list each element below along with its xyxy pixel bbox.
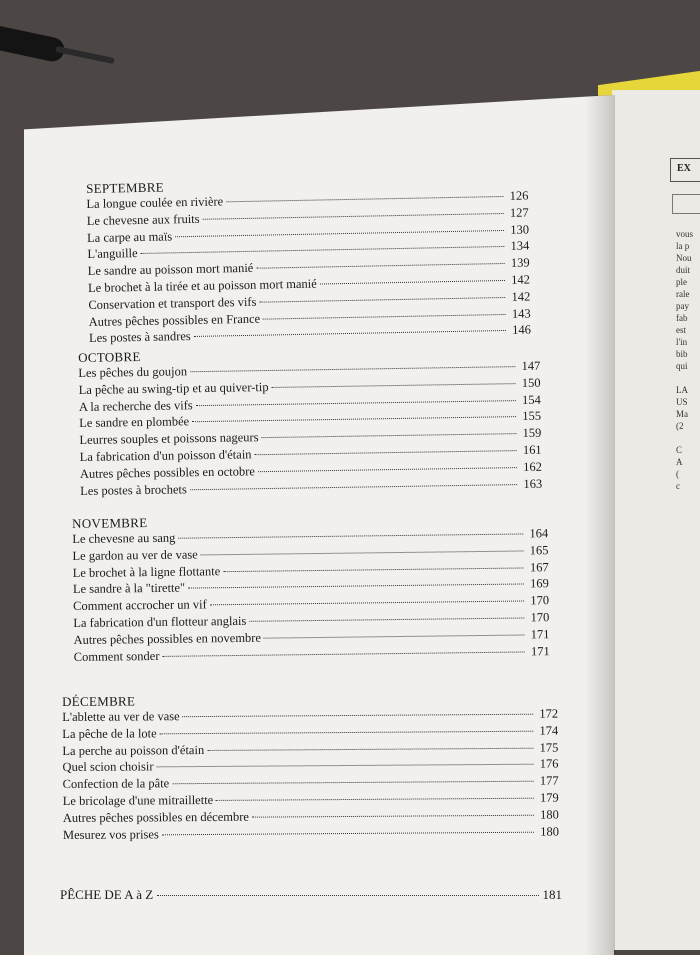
toc-entry-page: 180 <box>540 807 559 822</box>
toc-entry-label: Autres pêches possibles en octobre <box>79 464 255 481</box>
right-page-box <box>670 158 700 182</box>
dot-leader <box>194 330 506 337</box>
toc-entry-label: Confection de la pâte <box>62 776 170 792</box>
toc-entry-page: 171 <box>530 626 550 642</box>
toc-entry-label: La carpe au maïs <box>86 228 173 245</box>
dot-leader <box>157 895 538 896</box>
pen-tip <box>55 46 115 64</box>
dot-leader <box>201 550 524 555</box>
dot-leader <box>254 450 516 455</box>
toc-entry-label: La fabrication d'un poisson d'étain <box>79 447 252 464</box>
toc-entry-page: 142 <box>511 272 531 287</box>
toc-entry-page: 154 <box>521 392 541 407</box>
toc-entry-label: La pêche de la lote <box>62 726 157 741</box>
dot-leader <box>259 297 505 303</box>
toc-entry-page: 174 <box>539 723 559 738</box>
final-entry-label: PÊCHE DE A à Z <box>60 887 154 902</box>
toc-entry-label: Le brochet à la ligne flottante <box>72 563 221 580</box>
toc-entry-label: Les pêches du goujon <box>78 364 188 380</box>
dot-leader <box>141 246 505 254</box>
toc-entry-page: 170 <box>530 610 550 625</box>
toc-entry-page: 147 <box>521 358 541 374</box>
toc-entry-page: 170 <box>530 593 550 608</box>
toc-entry-page: 167 <box>529 559 549 575</box>
toc-entry-page: 161 <box>522 442 542 458</box>
toc-entry-label: La fabrication d'un flotteur anglais <box>73 613 247 630</box>
toc-entry-label: Conservation et transport des vifs <box>88 294 257 312</box>
toc-entry-label: Leurres souples et poissons nageurs <box>79 430 259 448</box>
dot-leader <box>249 617 524 621</box>
dot-leader <box>162 831 534 835</box>
dot-leader <box>190 366 515 372</box>
toc-entry-page: 171 <box>530 643 550 658</box>
dot-leader <box>160 731 534 735</box>
toc-entry-page: 127 <box>509 205 529 220</box>
toc-entry-label: Quel scion choisir <box>62 759 154 775</box>
toc-entry-label: A la recherche des vifs <box>78 397 193 414</box>
dot-leader <box>223 567 523 572</box>
toc-entry-label: Autres pêches possibles en novembre <box>73 630 262 647</box>
dot-leader <box>258 467 517 472</box>
toc-entry-page: 179 <box>539 790 559 805</box>
dot-leader <box>190 484 517 490</box>
toc-entry-label: Le sandre en plombée <box>79 414 190 431</box>
section-octobre <box>78 343 542 501</box>
final-entry <box>60 887 562 903</box>
toc-entry-label: Comment accrocher un vif <box>73 597 207 614</box>
toc-entry-page: 139 <box>510 255 530 271</box>
pen <box>0 20 66 63</box>
dot-leader <box>203 213 504 220</box>
dot-leader <box>252 814 534 817</box>
toc-entry-label: La pêche au swing-tip et au quiver-tip <box>78 379 269 397</box>
toc-entry-label: Les postes à brochets <box>80 481 187 498</box>
toc-entry-page: 162 <box>523 459 542 474</box>
toc-entry-page: 175 <box>539 740 559 755</box>
dot-leader <box>216 798 534 801</box>
toc-entry-page: 169 <box>530 576 549 591</box>
dot-leader <box>207 747 533 750</box>
toc-entry-label: L'anguille <box>87 246 138 262</box>
toc-entry-page: 130 <box>510 222 530 237</box>
dot-leader <box>162 651 524 656</box>
toc-entry-page: 164 <box>529 526 549 541</box>
section-title: DÉCEMBRE <box>62 693 136 709</box>
toc-entry-label: Le sandre au poisson mort manié <box>87 260 254 279</box>
dot-leader <box>156 764 533 768</box>
section-title: NOVEMBRE <box>72 515 148 531</box>
toc-entry-page: 172 <box>539 706 559 721</box>
toc-entry-label: La perche au poisson d'étain <box>62 742 205 758</box>
dot-leader <box>192 417 516 423</box>
toc-entry-page: 142 <box>511 289 531 304</box>
section-title: SEPTEMBRE <box>86 179 165 196</box>
toc-entry-label: L'ablette au ver de vase <box>62 709 180 724</box>
section-novembre <box>72 510 550 666</box>
toc-entry-label: Le sandre à la "tirette" <box>72 581 186 597</box>
dot-leader <box>226 196 503 202</box>
right-page <box>612 90 700 950</box>
toc-entry-label: Le bricolage d'une mitraillette <box>62 792 214 808</box>
dot-leader <box>172 781 533 785</box>
toc-entry-page: 134 <box>510 238 530 254</box>
toc-entry-page: 176 <box>539 756 559 772</box>
toc-entry-page: 143 <box>511 306 531 321</box>
dot-leader <box>178 533 523 538</box>
toc-entry-label: La longue coulée en rivière <box>86 194 224 211</box>
dot-leader <box>183 714 534 717</box>
toc-entry-page: 163 <box>523 476 543 491</box>
toc-entry-page: 126 <box>509 188 529 203</box>
section-title: OCTOBRE <box>78 349 141 365</box>
toc-entry-page: 180 <box>540 824 560 839</box>
toc-entry-page: 165 <box>529 542 549 558</box>
final-entry-page: 181 <box>542 887 562 902</box>
dot-leader <box>175 230 504 237</box>
toc-entry-page: 146 <box>512 322 532 338</box>
right-page-box-empty <box>672 194 700 214</box>
toc-entry-page: 159 <box>522 425 542 441</box>
toc-entry-page: 150 <box>521 375 541 390</box>
toc-entry-label: Autres pêches possibles en décembre <box>62 809 249 825</box>
dot-leader <box>210 601 524 606</box>
section-septembre <box>86 173 531 349</box>
right-page-box-label: EX <box>677 163 691 174</box>
toc-entry-page: 177 <box>539 773 559 788</box>
toc-entry-label: Autres pêches possibles en France <box>88 311 261 329</box>
toc-entry-label: Mesurez vos prises <box>62 826 159 842</box>
dot-leader <box>262 433 517 438</box>
dot-leader <box>272 383 516 388</box>
dot-leader <box>188 584 524 589</box>
toc-entry-label: Le gardon au ver de vase <box>72 547 198 563</box>
toc-entry-label: Le chevesne au sang <box>72 530 176 546</box>
page-gutter-shadow <box>585 95 615 955</box>
toc-entry-label: Les postes à sandres <box>88 329 191 346</box>
toc-entry-label: Le brochet à la tirée et au poisson mort manié <box>87 276 317 295</box>
right-page-fragments: vous la p Nou duit ple rale pay fab est l'in bib qui LA US Ma (2 C A ( c <box>676 229 694 491</box>
dot-leader <box>320 280 505 285</box>
toc-entry <box>63 824 559 844</box>
dot-leader <box>264 634 525 638</box>
dot-leader <box>263 314 505 320</box>
toc-entry-label: Comment sonder <box>73 648 160 664</box>
toc-entry-label: Le chevesne aux fruits <box>86 211 200 228</box>
section-decembre <box>62 691 559 845</box>
toc-entry-page: 155 <box>522 409 542 424</box>
dot-leader <box>196 400 516 406</box>
dot-leader <box>256 263 504 269</box>
